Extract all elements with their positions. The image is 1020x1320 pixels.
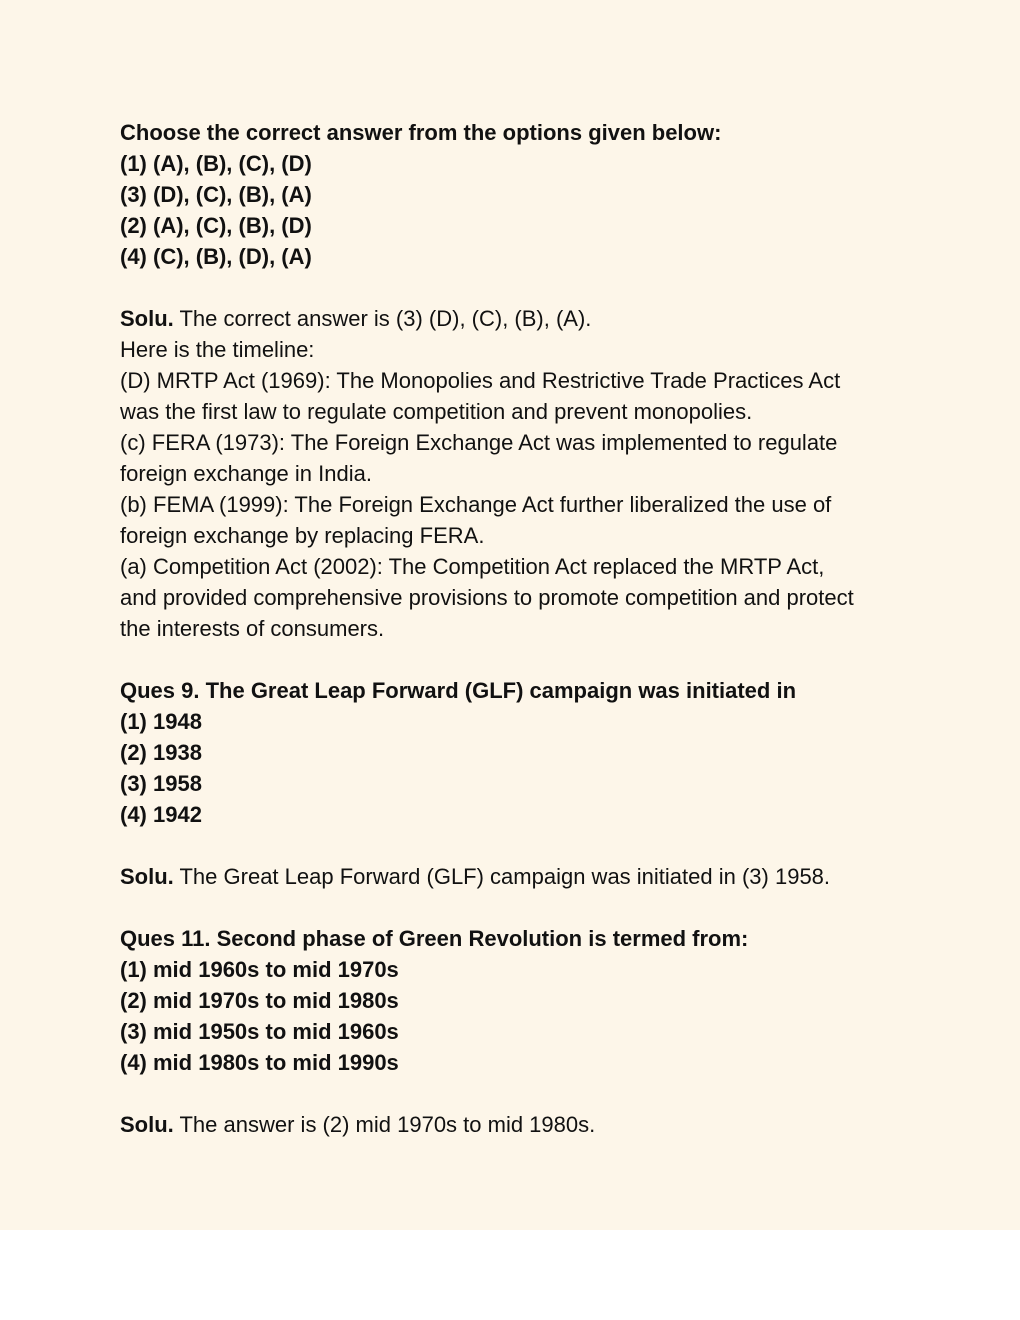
solution-text: The correct answer is (3) (D), (C), (B), (A).	[173, 306, 592, 331]
option-item: (4) 1942	[120, 802, 202, 827]
solution-label: Solu.	[120, 864, 174, 889]
question-prompt: Choose the correct answer from the options given below:	[120, 120, 722, 145]
solution-text: The answer is (2) mid 1970s to mid 1980s.	[173, 1112, 596, 1137]
question-title: Ques 9. The Great Leap Forward (GLF) campaign was initiated in	[120, 678, 797, 703]
spacer	[120, 272, 910, 303]
solution-line	[120, 303, 910, 334]
page-content	[120, 117, 910, 1140]
option-item: (3) mid 1950s to mid 1960s	[120, 1019, 399, 1044]
solution-block-1	[120, 303, 910, 644]
option-item: (3) 1958	[120, 771, 202, 796]
question-block-9	[120, 675, 910, 830]
timeline-line: and provided comprehensive provisions to promote competition and protect	[120, 585, 854, 610]
spacer	[120, 644, 910, 675]
timeline-line: (b) FEMA (1999): The Foreign Exchange Act further liberalized the use of	[120, 492, 832, 517]
timeline-line: was the first law to regulate competition and prevent monopolies.	[120, 399, 753, 424]
solution-line	[120, 1109, 910, 1140]
spacer	[120, 830, 910, 861]
timeline-line: (c) FERA (1973): The Foreign Exchange Act was implemented to regulate	[120, 430, 838, 455]
spacer	[120, 1078, 910, 1109]
solution-label: Solu.	[120, 1112, 174, 1137]
timeline-intro: Here is the timeline:	[120, 337, 315, 362]
option-item: (2) 1938	[120, 740, 202, 765]
timeline-line: (a) Competition Act (2002): The Competition Act replaced the MRTP Act,	[120, 554, 825, 579]
timeline-line: foreign exchange by replacing FERA.	[120, 523, 485, 548]
option-item: (4) (C), (B), (D), (A)	[120, 244, 312, 269]
option-item: (4) mid 1980s to mid 1990s	[120, 1050, 399, 1075]
timeline-line: the interests of consumers.	[120, 616, 385, 641]
option-item: (2) (A), (C), (B), (D)	[120, 213, 312, 238]
solution-text: The Great Leap Forward (GLF) campaign was initiated in (3) 1958.	[173, 864, 831, 889]
solution-label: Solu.	[120, 306, 174, 331]
option-item: (3) (D), (C), (B), (A)	[120, 182, 312, 207]
timeline-line: foreign exchange in India.	[120, 461, 372, 486]
option-item: (1) (A), (B), (C), (D)	[120, 151, 312, 176]
option-item: (1) 1948	[120, 709, 202, 734]
spacer	[120, 892, 910, 923]
question-block-1	[120, 117, 910, 272]
option-item: (2) mid 1970s to mid 1980s	[120, 988, 399, 1013]
solution-line	[120, 861, 910, 892]
timeline-line: (D) MRTP Act (1969): The Monopolies and Restrictive Trade Practices Act	[120, 368, 841, 393]
question-title: Ques 11. Second phase of Green Revolution is termed from:	[120, 926, 749, 951]
option-item: (1) mid 1960s to mid 1970s	[120, 957, 399, 982]
question-block-11	[120, 923, 910, 1078]
solution-block-11	[120, 1109, 910, 1140]
solution-block-9	[120, 861, 910, 892]
